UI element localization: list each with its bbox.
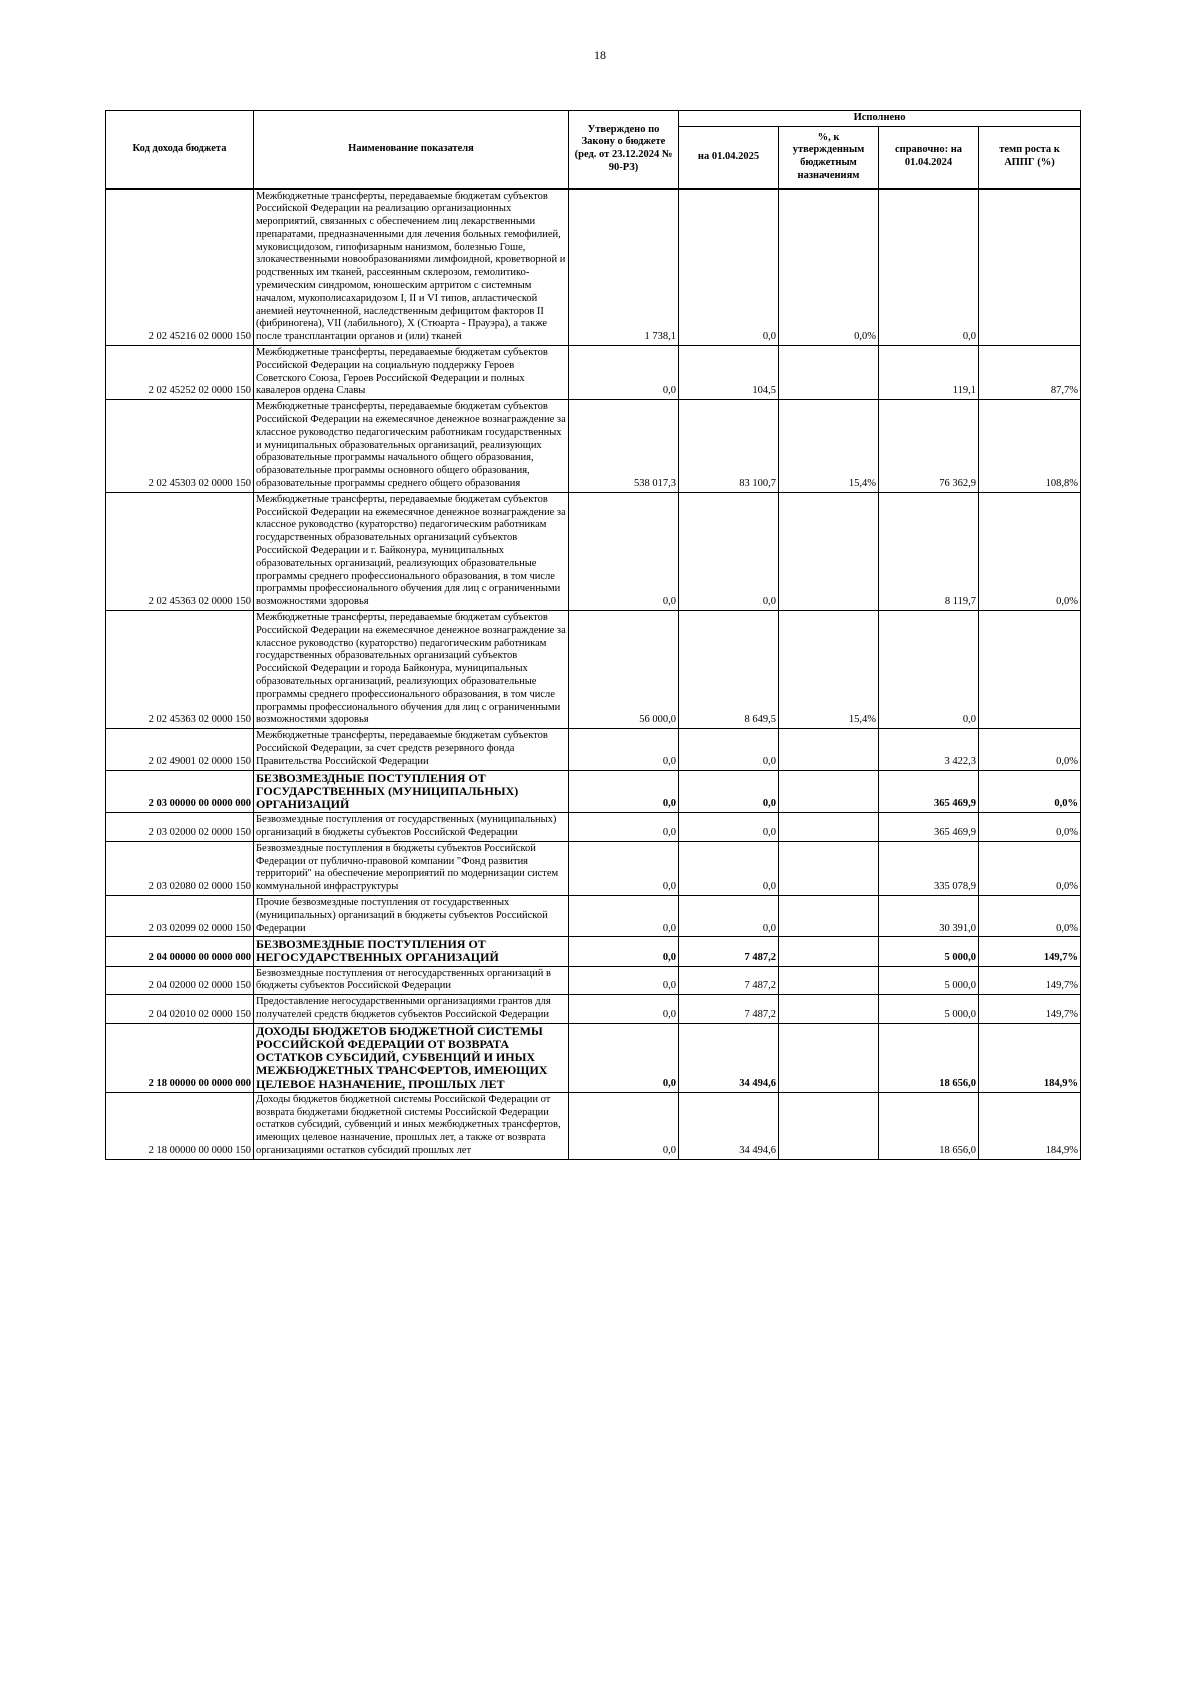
row-code: 2 18 00000 00 0000 000 — [106, 1023, 254, 1092]
header-approved: Утверждено по Закону о бюджете (ред. от 23.12.2024 № 90-РЗ) — [569, 111, 679, 189]
header-reference: справочно: на 01.04.2024 — [879, 127, 979, 189]
row-code: 2 03 02099 02 0000 150 — [106, 895, 254, 936]
table-row — [106, 813, 1081, 842]
row-reference: 76 362,9 — [879, 400, 979, 493]
row-approved: 0,0 — [569, 895, 679, 936]
row-pct — [779, 1023, 879, 1092]
row-pct — [779, 346, 879, 400]
row-name: Межбюджетные трансферты, передаваемые бюджетам субъектов Российской Федерации на ежемесячное денежное вознаграждение за классное руководство (кураторство) педагогическим работникам государственных образовательных организаций субъектов Российской Федерации и г. Байконура, муниципальных образовательных организаций, реализующих образовательные программы среднего профессионального образования, в том числе программы профессионального обучения для лиц с ограниченными возможностями здоровья — [254, 492, 569, 610]
row-reference: 0,0 — [879, 189, 979, 346]
row-name: ДОХОДЫ БЮДЖЕТОВ БЮДЖЕТНОЙ СИСТЕМЫ РОССИЙСКОЙ ФЕДЕРАЦИИ ОТ ВОЗВРАТА ОСТАТКОВ СУБСИДИЙ, СУБВЕНЦИЙ И ИНЫХ МЕЖБЮДЖЕТНЫХ ТРАНСФЕРТОВ, ИМЕЮЩИХ ЦЕЛЕВОЕ НАЗНАЧЕНИЕ, ПРОШЛЫХ ЛЕТ — [254, 1023, 569, 1092]
row-code: 2 02 45216 02 0000 150 — [106, 189, 254, 346]
row-code: 2 04 02000 02 0000 150 — [106, 966, 254, 995]
row-reference: 3 422,3 — [879, 729, 979, 770]
row-executed: 0,0 — [679, 189, 779, 346]
row-executed: 34 494,6 — [679, 1023, 779, 1092]
row-pct — [779, 937, 879, 966]
row-approved: 0,0 — [569, 729, 679, 770]
row-pct — [779, 492, 879, 610]
row-pct — [779, 966, 879, 995]
row-name: Безвозмездные поступления в бюджеты субъектов Российской Федерации от публично-правовой компании "Фонд развития территорий" на обеспечение мероприятий по модернизации систем коммунальной инфраструктуры — [254, 841, 569, 895]
row-pct — [779, 995, 879, 1024]
row-code: 2 02 49001 02 0000 150 — [106, 729, 254, 770]
row-approved: 0,0 — [569, 937, 679, 966]
row-code: 2 03 02000 02 0000 150 — [106, 813, 254, 842]
table-row — [106, 966, 1081, 995]
table-row — [106, 189, 1081, 346]
row-name: Межбюджетные трансферты, передаваемые бюджетам субъектов Российской Федерации на ежемесячное денежное вознаграждение за классное руководство (кураторство) педагогическим работникам государственных образовательных организаций субъектов Российской Федерации и города Байконура, муниципальных образовательных организаций, реализующих образовательные программы среднего профессионального образования, в том числе программы профессионального обучения для лиц с ограниченными возможностями здоровья — [254, 611, 569, 729]
row-reference: 5 000,0 — [879, 995, 979, 1024]
table-row — [106, 400, 1081, 493]
row-executed: 7 487,2 — [679, 966, 779, 995]
row-name: Доходы бюджетов бюджетной системы Российской Федерации от возврата бюджетами бюджетной системы Российской Федерации остатков субсидий, субвенций и иных межбюджетных трансфертов, имеющих целевое назначение, прошлых лет, а также от возврата организациями остатков субсидий прошлых лет — [254, 1092, 569, 1159]
row-executed: 7 487,2 — [679, 937, 779, 966]
table-row — [106, 937, 1081, 966]
table-row — [106, 1092, 1081, 1159]
row-approved: 538 017,3 — [569, 400, 679, 493]
row-code: 2 02 45303 02 0000 150 — [106, 400, 254, 493]
row-pct — [779, 895, 879, 936]
row-growth: 184,9% — [979, 1023, 1081, 1092]
row-growth: 0,0% — [979, 492, 1081, 610]
row-name: Межбюджетные трансферты, передаваемые бюджетам субъектов Российской Федерации, за счет средств резервного фонда Правительства Российской Федерации — [254, 729, 569, 770]
row-executed: 0,0 — [679, 770, 779, 813]
row-approved: 0,0 — [569, 841, 679, 895]
row-code: 2 03 00000 00 0000 000 — [106, 770, 254, 813]
row-reference: 30 391,0 — [879, 895, 979, 936]
row-executed: 83 100,7 — [679, 400, 779, 493]
row-name: Межбюджетные трансферты, передаваемые бюджетам субъектов Российской Федерации на социальную поддержку Героев Советского Союза, Героев Российской Федерации и полных кавалеров ордена Славы — [254, 346, 569, 400]
row-executed: 0,0 — [679, 813, 779, 842]
table-row — [106, 611, 1081, 729]
table-header — [106, 111, 1081, 189]
row-pct — [779, 770, 879, 813]
row-executed: 0,0 — [679, 492, 779, 610]
row-code: 2 03 02080 02 0000 150 — [106, 841, 254, 895]
row-growth: 108,8% — [979, 400, 1081, 493]
row-growth — [979, 611, 1081, 729]
header-pct: %, к утвержденным бюджетным назначениям — [779, 127, 879, 189]
row-executed: 0,0 — [679, 895, 779, 936]
row-approved: 0,0 — [569, 770, 679, 813]
row-pct: 15,4% — [779, 611, 879, 729]
row-growth: 0,0% — [979, 813, 1081, 842]
row-code: 2 04 02010 02 0000 150 — [106, 995, 254, 1024]
row-growth — [979, 189, 1081, 346]
table-row — [106, 492, 1081, 610]
header-executed: на 01.04.2025 — [679, 127, 779, 189]
row-approved: 0,0 — [569, 1092, 679, 1159]
row-pct — [779, 841, 879, 895]
row-executed: 0,0 — [679, 841, 779, 895]
row-approved: 0,0 — [569, 346, 679, 400]
row-executed: 104,5 — [679, 346, 779, 400]
row-code: 2 02 45252 02 0000 150 — [106, 346, 254, 400]
row-reference: 365 469,9 — [879, 813, 979, 842]
row-pct — [779, 813, 879, 842]
row-approved: 0,0 — [569, 966, 679, 995]
row-executed: 8 649,5 — [679, 611, 779, 729]
row-reference: 119,1 — [879, 346, 979, 400]
table-row — [106, 841, 1081, 895]
row-name: БЕЗВОЗМЕЗДНЫЕ ПОСТУПЛЕНИЯ ОТ ГОСУДАРСТВЕННЫХ (МУНИЦИПАЛЬНЫХ) ОРГАНИЗАЦИЙ — [254, 770, 569, 813]
row-reference: 335 078,9 — [879, 841, 979, 895]
row-growth: 184,9% — [979, 1092, 1081, 1159]
row-code: 2 04 00000 00 0000 000 — [106, 937, 254, 966]
row-executed: 34 494,6 — [679, 1092, 779, 1159]
row-growth: 0,0% — [979, 895, 1081, 936]
row-name: Межбюджетные трансферты, передаваемые бюджетам субъектов Российской Федерации на реализацию организационных мероприятий, связанных с обеспечением лиц лекарственными препаратами, предназначенными для лечения больных гемофилией, муковисцидозом, гипофизарным нанизмом, болезнью Гоше, злокачественными новообразованиями лимфоидной, кроветворной и родственных им тканей, рассеянным склерозом, гемолитико-уремическим синдромом, юношеским артритом с системным началом, мукополисахаридозом I, II и VI типов, апластической анемией неуточненной, наследственным дефицитом факторов II (фибриногена), VII (лабильного), X (Стюарта - Прауэра), а также после трансплантации органов и (или) тканей — [254, 189, 569, 346]
row-growth: 0,0% — [979, 770, 1081, 813]
row-pct: 15,4% — [779, 400, 879, 493]
row-approved: 1 738,1 — [569, 189, 679, 346]
table-row — [106, 346, 1081, 400]
row-pct: 0,0% — [779, 189, 879, 346]
row-executed: 7 487,2 — [679, 995, 779, 1024]
header-name: Наименование показателя — [254, 111, 569, 189]
row-name: Предоставление негосударственными организациями грантов для получателей средств бюджетов субъектов Российской Федерации — [254, 995, 569, 1024]
row-growth: 149,7% — [979, 995, 1081, 1024]
row-pct — [779, 1092, 879, 1159]
row-approved: 0,0 — [569, 995, 679, 1024]
row-code: 2 02 45363 02 0000 150 — [106, 611, 254, 729]
table-row — [106, 995, 1081, 1024]
row-reference: 5 000,0 — [879, 966, 979, 995]
header-executed-group: Исполнено — [679, 111, 1081, 127]
row-name: Безвозмездные поступления от негосударственных организаций в бюджеты субъектов Российской Федерации — [254, 966, 569, 995]
row-name: Межбюджетные трансферты, передаваемые бюджетам субъектов Российской Федерации на ежемесячное денежное вознаграждение за классное руководство педагогическим работникам государственных и муниципальных образовательных организаций, реализующих образовательные программы начального общего образования, образовательные программы основного общего образования, образовательные программы среднего общего образования — [254, 400, 569, 493]
row-growth: 0,0% — [979, 729, 1081, 770]
header-growth: темп роста к АППГ (%) — [979, 127, 1081, 189]
row-growth: 149,7% — [979, 937, 1081, 966]
row-code: 2 18 00000 00 0000 150 — [106, 1092, 254, 1159]
row-name: Безвозмездные поступления от государственных (муниципальных) организаций в бюджеты субъектов Российской Федерации — [254, 813, 569, 842]
header-code: Код дохода бюджета — [106, 111, 254, 189]
table-body — [106, 189, 1081, 1160]
row-approved: 0,0 — [569, 1023, 679, 1092]
row-executed: 0,0 — [679, 729, 779, 770]
row-pct — [779, 729, 879, 770]
page-number: 18 — [594, 48, 606, 62]
table-row — [106, 1023, 1081, 1092]
row-reference: 18 656,0 — [879, 1092, 979, 1159]
row-reference: 18 656,0 — [879, 1023, 979, 1092]
row-growth: 149,7% — [979, 966, 1081, 995]
row-reference: 5 000,0 — [879, 937, 979, 966]
table-row — [106, 729, 1081, 770]
budget-table — [105, 110, 1081, 1160]
row-name: БЕЗВОЗМЕЗДНЫЕ ПОСТУПЛЕНИЯ ОТ НЕГОСУДАРСТВЕННЫХ ОРГАНИЗАЦИЙ — [254, 937, 569, 966]
table-row — [106, 770, 1081, 813]
row-approved: 0,0 — [569, 492, 679, 610]
row-reference: 8 119,7 — [879, 492, 979, 610]
table-row — [106, 895, 1081, 936]
row-code: 2 02 45363 02 0000 150 — [106, 492, 254, 610]
row-reference: 365 469,9 — [879, 770, 979, 813]
row-approved: 0,0 — [569, 813, 679, 842]
row-name: Прочие безвозмездные поступления от государственных (муниципальных) организаций в бюджеты субъектов Российской Федерации — [254, 895, 569, 936]
row-reference: 0,0 — [879, 611, 979, 729]
row-approved: 56 000,0 — [569, 611, 679, 729]
row-growth: 87,7% — [979, 346, 1081, 400]
row-growth: 0,0% — [979, 841, 1081, 895]
